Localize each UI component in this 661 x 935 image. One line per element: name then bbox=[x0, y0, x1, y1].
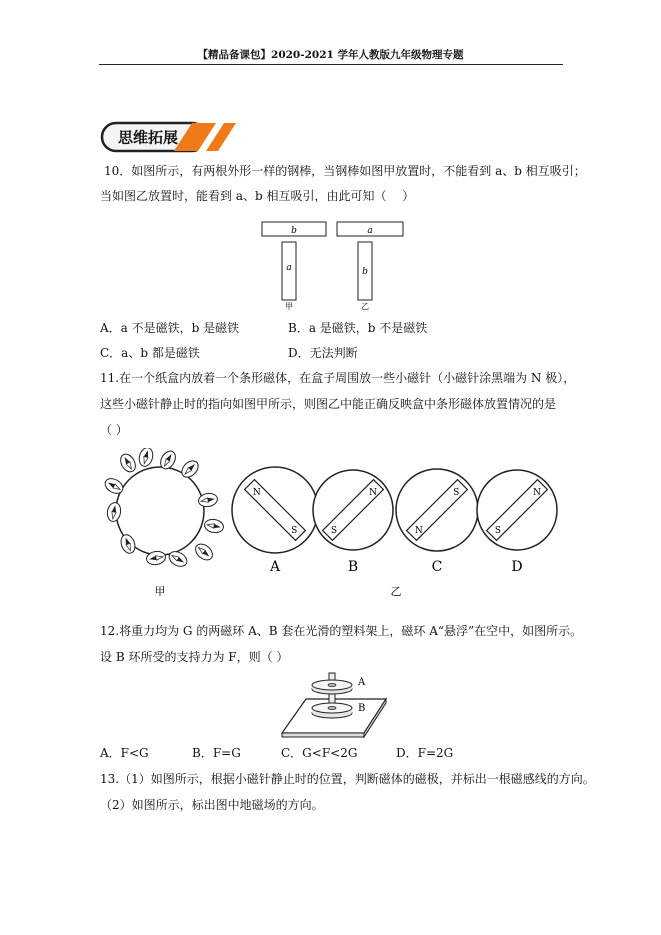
option-c-label: C bbox=[431, 559, 443, 575]
option-a-circle bbox=[232, 467, 318, 553]
magnet-n-label: N bbox=[252, 487, 261, 498]
q10-option-a: A．a 不是磁铁，b 是磁铁 bbox=[100, 321, 240, 335]
ring-a-label: A bbox=[358, 677, 366, 688]
magnet-s-label: S bbox=[453, 487, 460, 498]
magnet-n-label: N bbox=[533, 487, 541, 498]
q12-option-c: C．G<F<2G bbox=[281, 746, 358, 760]
q12-stem-line2: 设 B 环所受的支持力为 F，则（ ） bbox=[100, 650, 289, 664]
option-c-circle bbox=[396, 469, 478, 551]
q12-figure bbox=[278, 671, 390, 739]
header-rule bbox=[99, 64, 563, 65]
jia-bar-label-b: b bbox=[291, 226, 297, 236]
q13-line1: 13.（1）如图所示，根据小磁针静止时的位置，判断磁体的磁极，并标出一根磁感线的方向。 bbox=[100, 772, 595, 786]
q10-stem-line2: 当如图乙放置时，能看到 a、b 相互吸引，由此可知（ ） bbox=[100, 189, 415, 203]
q11-figure bbox=[100, 448, 560, 598]
q13-line2: （2）如图所示，标出图中地磁场的方向。 bbox=[100, 798, 324, 812]
section-title: 思维拓展 bbox=[117, 128, 179, 147]
compass-needle bbox=[137, 448, 154, 468]
page-header: 【精品备课包】2020-2021 学年人教版九年级物理专题 bbox=[197, 49, 464, 61]
q11-stem-line1: 11.在一个纸盒内放着一个条形磁体，在盒子周围放一些小磁针（小磁针涂黑端为 N 极）， bbox=[100, 371, 576, 385]
compass-needle bbox=[118, 452, 139, 475]
magnet-s-label: S bbox=[330, 526, 338, 537]
q10-option-b: B．a 是磁铁，b 不是磁铁 bbox=[288, 321, 428, 335]
q12-option-a: A．F<G bbox=[100, 746, 149, 760]
magnet-s-label: S bbox=[291, 526, 298, 537]
magnet-n-label: N bbox=[414, 526, 423, 537]
option-a-label: A bbox=[269, 559, 281, 575]
q12-option-d: D．F=2G bbox=[396, 746, 454, 760]
option-d-label: D bbox=[511, 559, 523, 575]
jia-caption: 甲 bbox=[285, 302, 293, 310]
q11-stem-line3: （ ） bbox=[100, 423, 128, 437]
yi-bar-label-b: b bbox=[362, 267, 368, 277]
q10-option-c: C．a、b 都是磁铁 bbox=[100, 346, 200, 360]
option-b-circle bbox=[313, 470, 393, 550]
yi-caption: 乙 bbox=[361, 302, 369, 310]
compass-needle bbox=[204, 518, 225, 534]
section-badge bbox=[100, 120, 236, 154]
q10-stem-line1: 10．如图所示，有两根外形一样的钢棒，当钢棒如图甲放置时，不能看到 a、b 相互吸引； bbox=[104, 164, 586, 178]
q12-option-b: B．F=G bbox=[192, 746, 241, 760]
q10-option-d: D．无法判断 bbox=[288, 346, 358, 360]
yi-caption: 乙 bbox=[390, 585, 402, 598]
plastic-base-side bbox=[282, 733, 364, 737]
magnet-n-label: N bbox=[369, 487, 377, 498]
q12-stem-line1: 12.将重力均为 G 的两磁环 A、B 套在光滑的塑料架上，磁环 A“悬浮”在空中，如图所示。 bbox=[100, 624, 583, 638]
q11-stem-line2: 这些小磁针静止时的指向如图甲所示，则图乙中能正确反映盒中条形磁体放置情况的是 bbox=[100, 397, 557, 411]
option-b-label: B bbox=[347, 559, 359, 575]
yi-bar-label-a: a bbox=[367, 226, 373, 236]
option-d-circle bbox=[477, 470, 557, 550]
ring-b-label: B bbox=[358, 703, 366, 714]
q10-figure bbox=[255, 215, 420, 310]
jia-bar-label-a: a bbox=[286, 263, 292, 273]
magnet-s-label: S bbox=[494, 526, 502, 537]
compass-needle bbox=[193, 541, 216, 563]
jia-caption: 甲 bbox=[154, 585, 166, 598]
